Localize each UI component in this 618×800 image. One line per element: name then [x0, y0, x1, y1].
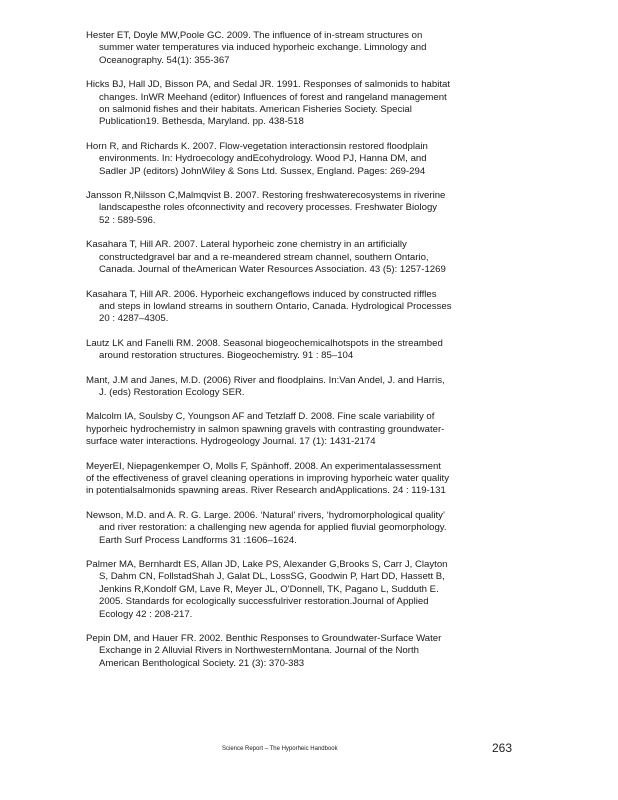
reference-jansson-2007: Jansson R,Nilsson C,Malmqvist B. 2007. Restoring freshwaterecosystems in riverine landscapesthe roles ofconnectivity and recovery processes. Freshwater Biology 52 : 589-596. [86, 190, 446, 226]
page-footer [222, 741, 522, 761]
reference-mant-2006: Mant, J.M and Janes, M.D. (2006) River and floodplains. In:Van Andel, J. and Harris, J. (eds) Restoration Ecology SER. [86, 374, 445, 398]
footer-title: Science Report – The Hyporheic Handbook [222, 746, 338, 752]
reference-meyer-2008: MeyerEI, Niepagenkemper O, Molls F, Spänhoff. 2008. An experimentalassessment of the effectiveness of gravel cleaning operations in improving hyporheic water quality in potentialsalmonids spawning areas. River Research andApplications. 24 : 119-131 [86, 460, 449, 497]
reference-lautz-2008: Lautz LK and Fanelli RM. 2008. Seasonal biogeochemicalhotspots in the streambed around restoration structures. Biogeochemistry. 91 : 85–104 [86, 337, 443, 362]
reference-pepin-2002: Pepin DM, and Hauer FR. 2002. Benthic Responses to Groundwater-Surface Water Exchange in 2 Alluvial Rivers in NorthwesternMontana. Journal of the North American Benthological Society. 21 (3): 370-383 [86, 633, 442, 669]
page-number: 263 [492, 741, 513, 755]
reference-horn-2007: Horn R, and Richards K. 2007. Flow-vegetation interactionsin restored floodplain environments. In: Hydroecology andEcohydrology. Wood PJ, Hanna DM, and Sadler JP (editors) JohnWiley & Sons Ltd. Sussex, England. Pages: 269-294 [86, 140, 428, 177]
reference-hester-2009: Hester ET, Doyle MW,Poole GC. 2009. The influence of in-stream structures on summer water temperatures via induced hyporheic exchange. Limnology and Oceanography. 54(1): 355-367 [86, 30, 427, 66]
reference-malcolm-2008: Malcolm IA, Soulsby C, Youngson AF and Tetzlaff D. 2008. Fine scale variability of hyporheic hydrochemistry in salmon spawning gravels with contrasting groundwater- surface water interactions. Hydrogeology Journal. 17 (1): 1431-2174 [86, 411, 445, 448]
reference-list [86, 30, 516, 682]
reference-kasahara-2006: Kasahara T, Hill AR. 2006. Hyporheic exchangeflows induced by constructed riffles and steps in lowland streams in southern Ontario, Canada. Hydrological Processes 20 : 4287–4305. [86, 288, 452, 325]
reference-hicks-1991: Hicks BJ, Hall JD, Bisson PA, and Sedal JR. 1991. Responses of salmonids to habitat changes. InWR Meehand (editor) Influences of forest and rangeland management on salmonid fishes and their habitats. American Fisheries Society. Special Publication19. Bethesda, Maryland. pp. 438-518 [86, 79, 451, 128]
reference-palmer-2005: Palmer MA, Bernhardt ES, Allan JD, Lake PS, Alexander G,Brooks S, Carr J, Clayton S, Dahm CN, FollstadShah J, Galat DL, LossSG, Goodwin P, Hart DD, Hassett B, Jenkins R,Kondolf GM, Lave R, Meyer JL, O'Donnell, TK, Pagano L, Sudduth E. 2005. Standards for ecologically successfulriver restoration.Journal of Applied Ecology 42 : 208-217. [86, 559, 448, 620]
reference-newson-2006: Newson, M.D. and A. R. G. Large. 2006. ‘Natural’ rivers, ‘hydromorphological quality’ and river restoration: a challenging new agenda for applied fluvial geomorphology. Earth Surf Process Landforms 31 :1606–1624. [86, 509, 447, 546]
reference-kasahara-2007: Kasahara T, Hill AR. 2007. Lateral hyporheic zone chemistry in an artificially constructedgravel bar and a re-meandered stream channel, southern Ontario, Canada. Journal of theAmerican Water Resources Association. 43 (5): 1257-1269 [86, 239, 446, 276]
